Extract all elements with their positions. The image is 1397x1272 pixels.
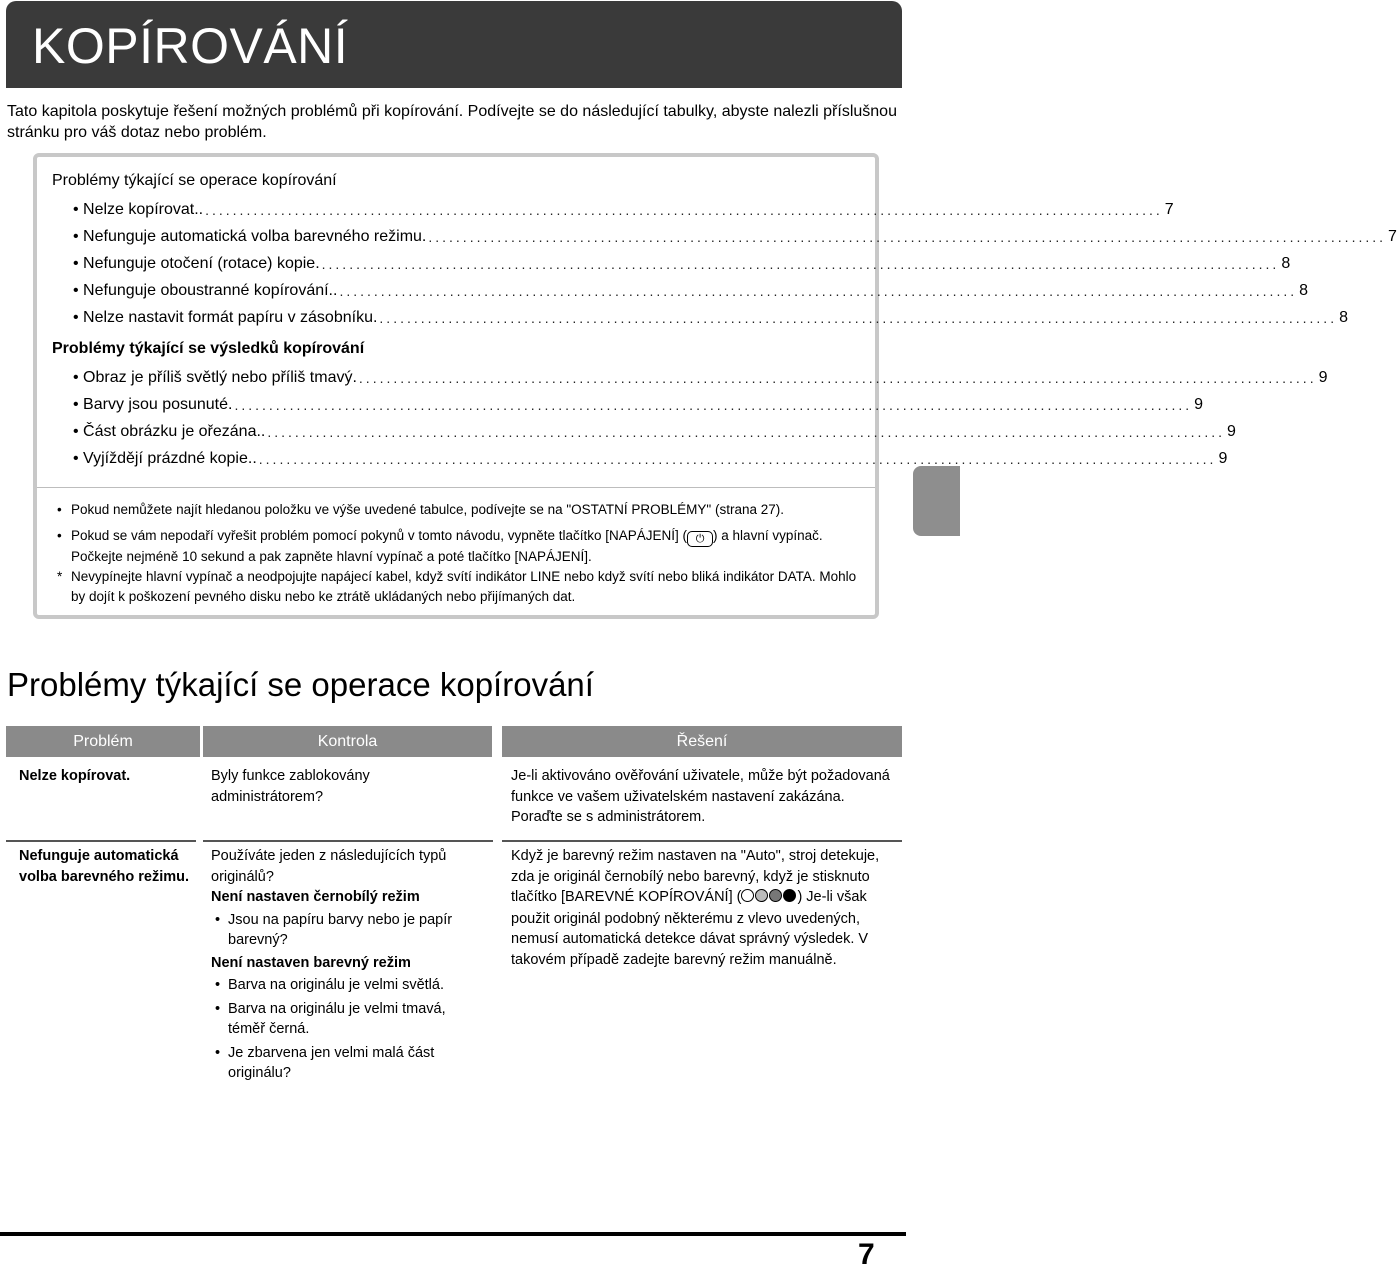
row2-check-heading-1: Není nastaven černobílý režim	[211, 889, 420, 905]
row2-check-heading-2: Není nastaven barevný režim	[211, 954, 411, 971]
row2-solution-text: ) Je-li však použit originál podobný některému z vlevo uvedených, nemusí automatická detekce dávat správný výsledek. V takovém případě zadejte barevný režim manuálně.	[511, 889, 869, 968]
toc-item-page: 8	[1281, 255, 1291, 272]
note-text: Pokud se vám nepodaří vyřešit problém pomocí pokynů v tomto návodu, vypněte tlačítko [NAPÁJENÍ] (	[71, 528, 688, 543]
toc-section-2-title: Problémy týkající se výsledků kopírování	[52, 340, 365, 357]
toc-item-page: 7	[1164, 201, 1174, 218]
toc-item-label: • Nefunguje automatická volba barevného režimu.	[73, 228, 427, 245]
note-text: Pokud nemůžete najít hledanou položku ve výše uvedené tabulce, podívejte se na "OSTATNÍ PROBLÉMY" (strana 27).	[71, 502, 784, 517]
side-tab	[913, 466, 960, 536]
note-1	[57, 500, 857, 520]
toc-item-label: • Nefunguje otočení (rotace) kopie.	[73, 255, 320, 272]
toc-leader: ...........................................................................................................................................	[339, 283, 1298, 299]
note-bullet: •	[57, 528, 62, 543]
section-title: Problémy týkající se operace kopírování	[7, 666, 594, 703]
note-text: Nevypínejte hlavní vypínač a neodpojujte napájecí kabel, když svítí indikátor LINE nebo když svítí nebo bliká indikátor DATA. Mohlo by dojít k poškození pevného disku nebo ke ztrátě ukládaných nebo přijímaných dat.	[71, 569, 857, 604]
toc-item-label: • Barvy jsou posunuté.	[73, 396, 233, 413]
row2-check-intro: Používáte jeden z následujících typů originálů?	[211, 848, 447, 885]
toc-item-page: 8	[1339, 309, 1348, 326]
row-separator	[6, 840, 196, 842]
toc-leader: ...........................................................................................................................................	[267, 424, 1226, 440]
power-icon: ⏻	[687, 531, 713, 547]
row-separator	[502, 840, 902, 842]
toc-item[interactable]	[73, 200, 1174, 220]
toc-item[interactable]	[73, 395, 1204, 415]
toc-leader: ...........................................................................................................................................	[234, 397, 1193, 413]
note-star: *	[57, 569, 63, 584]
toc-item-label: • Nelze nastavit formát papíru v zásobníku.	[73, 309, 378, 326]
table-header-check: Kontrola	[203, 726, 492, 757]
row2-check-list-1	[211, 910, 481, 951]
toc-item-page: 8	[1299, 282, 1309, 299]
list-item: • Jsou na papíru barvy nebo je papír barevný?	[211, 910, 481, 951]
list-item: • Je zbarvena jen velmi malá část originálu?	[211, 1043, 481, 1084]
toc-leader: ...........................................................................................................................................	[358, 370, 1317, 386]
toc-item-label: • Nefunguje oboustranné kopírování..	[73, 282, 338, 299]
list-item: • Barva na originálu je velmi tmavá, téměř černá.	[211, 999, 481, 1040]
toc-item-label: • Část obrázku je ořezána..	[73, 423, 266, 440]
page-number: 7	[858, 1238, 875, 1271]
toc-leader: ...........................................................................................................................................	[205, 202, 1163, 218]
row1-solution: Je-li aktivováno ověřování uživatele, může být požadovaná funkce ve vašem uživatelském nastavení zakázána. Poraďte se s administrátorem.	[511, 768, 890, 825]
row2-solution	[511, 846, 896, 970]
chapter-header	[6, 1, 902, 88]
toc-item-page: 9	[1194, 396, 1204, 413]
table-header-solution: Řešení	[502, 726, 902, 757]
color-mode-icon	[741, 888, 797, 909]
row2-check-list-2	[211, 975, 481, 1084]
toc-item-label: • Nelze kopírovat..	[73, 201, 204, 218]
toc-leader: ...........................................................................................................................................	[258, 451, 1217, 467]
toc-section-1-title: Problémy týkající se operace kopírování	[52, 172, 337, 189]
note-bullet: •	[57, 502, 62, 517]
toc-leader: ...........................................................................................................................................	[428, 229, 1387, 245]
table-header-problem: Problém	[6, 726, 200, 757]
row2-problem: Nefunguje automatická volba barevného režimu.	[19, 848, 190, 885]
note-3	[57, 567, 857, 607]
toc-item[interactable]	[73, 422, 1236, 442]
footer-line	[0, 1232, 906, 1236]
toc-leader: ...........................................................................................................................................	[321, 256, 1280, 272]
row2-solution-text: Když je barevný režim nastaven na "Auto", stroj detekuje, zda je originál černobílý nebo barevný, když je stisknuto tlačítko [BAREVNÉ KOPÍROVÁNÍ] (	[511, 848, 880, 905]
toc-box	[33, 153, 1397, 619]
toc-item-label: • Vyjíždějí prázdné kopie..	[73, 450, 257, 467]
toc-item[interactable]	[73, 308, 1348, 328]
intro-text: Tato kapitola poskytuje řešení možných problémů při kopírování. Podívejte se do následující tabulky, abyste nalezli příslušnou stránku pro váš dotaz nebo problém.	[7, 103, 897, 141]
note-2	[57, 526, 857, 567]
toc-item[interactable]	[73, 281, 1309, 301]
row1-problem: Nelze kopírovat.	[19, 768, 131, 784]
chapter-title: KOPÍROVÁNÍ	[32, 18, 349, 74]
row2-check	[211, 846, 481, 1084]
toc-item[interactable]	[73, 254, 1291, 274]
row-separator	[203, 840, 493, 842]
toc-item[interactable]	[73, 449, 1228, 469]
toc-item-label: • Obraz je příliš světlý nebo příliš tmavý.	[73, 369, 357, 386]
toc-item[interactable]	[73, 227, 1397, 247]
toc-item-page: 9	[1227, 423, 1236, 440]
toc-item-page: 9	[1218, 450, 1228, 467]
toc-item-page: 7	[1388, 228, 1397, 245]
toc-leader: ...........................................................................................................................................	[379, 310, 1338, 326]
toc-divider	[37, 487, 875, 488]
toc-item-page: 9	[1318, 369, 1328, 386]
row1-check: Byly funkce zablokovány administrátorem?	[211, 768, 370, 805]
note-text: ) a hlavní vypínač. Počkejte nejméně 10 sekund a pak zapněte hlavní vypínač a poté tlačítko [NAPÁJENÍ].	[71, 528, 823, 564]
toc-item[interactable]	[73, 368, 1328, 388]
list-item: • Barva na originálu je velmi světlá.	[211, 975, 481, 996]
